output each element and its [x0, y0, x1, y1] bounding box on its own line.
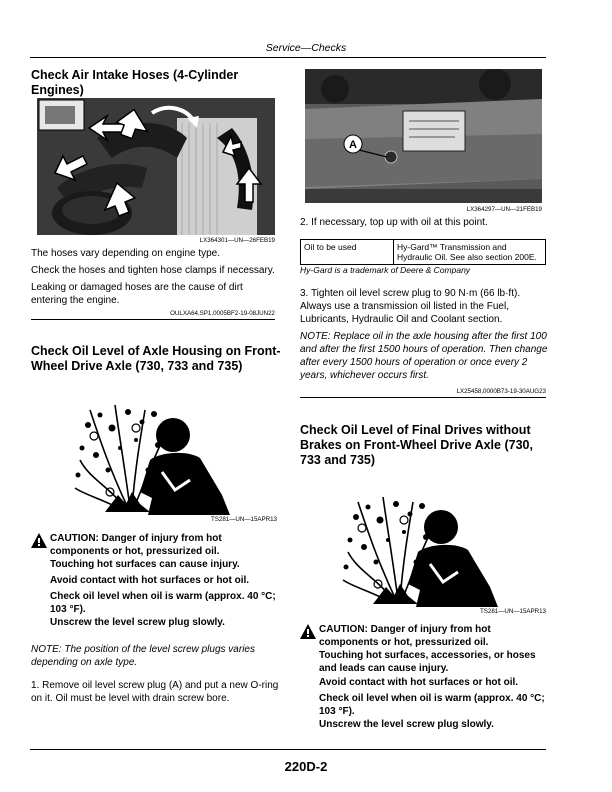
engine-hoses-photo	[37, 98, 275, 235]
oil-label-cell: Oil to be used	[301, 240, 394, 265]
caution-line-4-right: Unscrew the level screw plug slowly.	[319, 719, 494, 730]
section-rule-right	[300, 397, 546, 398]
header-rule	[30, 57, 546, 58]
section-title-air-intake: Check Air Intake Hoses (4-Cylinder Engines)	[31, 68, 239, 97]
callout-label-a: A	[349, 139, 357, 151]
caution-text-left: CAUTION: Danger of injury from hot components or hot, pressurized oil.	[50, 533, 222, 557]
leaking-hoses-text: Leaking or damaged hoses are the cause of dirt entering the engine.	[31, 282, 243, 306]
photo-caption-axle: LX364297—UN—21FEB19	[466, 206, 542, 213]
table-row	[301, 240, 546, 265]
oil-spec-table	[300, 239, 546, 265]
axle-housing-photo	[305, 69, 542, 203]
step-3-text: 3. Tighten oil level screw plug to 90 N·m (66 lb·ft). Always use a transmission oil listed in the Fuel, Lubricants, Hydraulic Oil and Coolant section.	[300, 288, 521, 325]
oil-value-cell: Hy-Gard™ Transmission and Hydraulic Oil. See also section 200E.	[394, 240, 546, 265]
trademark-note: Hy-Gard is a trademark of Deere & Company	[300, 265, 471, 275]
page-number: 220D-2	[284, 759, 328, 774]
note-replace-oil: NOTE: Replace oil in the axle housing after the first 100 and after the first 1500 hours of operation. Then change after every 1500 hours of operation or once every 2 years, whichever occurs first.	[300, 331, 548, 381]
footer-rule	[30, 749, 546, 750]
reference-code-right: LX25458,0000B73-19-30AUG23	[456, 388, 546, 395]
section-rule	[31, 319, 275, 320]
hot-oil-hazard-illustration-right	[338, 492, 498, 607]
caution-line-3-right: Check oil level when oil is warm (approx. 40 °C; 103 °F).	[319, 693, 545, 717]
caution-line-4-left: Unscrew the level screw plug slowly.	[50, 617, 225, 628]
caution-text-right: CAUTION: Danger of injury from hot components or hot, pressurized oil.	[319, 624, 491, 648]
step-1-text: 1. Remove oil level screw plug (A) and put a new O-ring on it. Oil must be level with drain screw bore.	[31, 680, 279, 704]
running-header: Service—Checks	[265, 42, 347, 54]
caution-line-1-right: Touching hot surfaces, accessories, or hoses and leads can cause injury.	[319, 650, 536, 674]
reference-code: OULXA64,SP1,0005BF2-19-08JUN22	[170, 310, 275, 317]
caution-line-2-right: Avoid contact with hot surfaces or hot oil.	[319, 677, 519, 688]
caution-line-2-left: Avoid contact with hot surfaces or hot oil.	[50, 575, 250, 586]
note-level-plugs: NOTE: The position of the level screw plugs varies depending on axle type.	[31, 644, 255, 668]
photo-caption-engine: LX364301—UN—26FEB19	[199, 237, 275, 244]
step-2-text: 2. If necessary, top up with oil at this point.	[300, 217, 488, 228]
section-title-final-drives: Check Oil Level of Final Drives without Brakes on Front-Wheel Drive Axle (730, 733 and 735)	[300, 423, 533, 467]
warning-triangle-icon-right	[300, 624, 316, 640]
warning-triangle-icon	[31, 533, 47, 549]
section-title-axle-housing: Check Oil Level of Axle Housing on Front-Wheel Drive Axle (730, 733 and 735)	[31, 344, 281, 373]
caution-line-1-left: Touching hot surfaces can cause injury.	[50, 559, 240, 570]
caution-line-3-left: Check oil level when oil is warm (approx. 40 °C; 103 °F).	[50, 591, 276, 615]
illustration-caption-right: TS281—UN—15APR13	[479, 608, 546, 615]
tighten-clamps-text: Check the hoses and tighten hose clamps if necessary.	[31, 265, 275, 276]
illustration-caption-left: TS281—UN—15APR13	[210, 516, 277, 523]
hot-oil-hazard-illustration	[70, 400, 230, 515]
hoses-vary-text: The hoses vary depending on engine type.	[31, 248, 221, 259]
